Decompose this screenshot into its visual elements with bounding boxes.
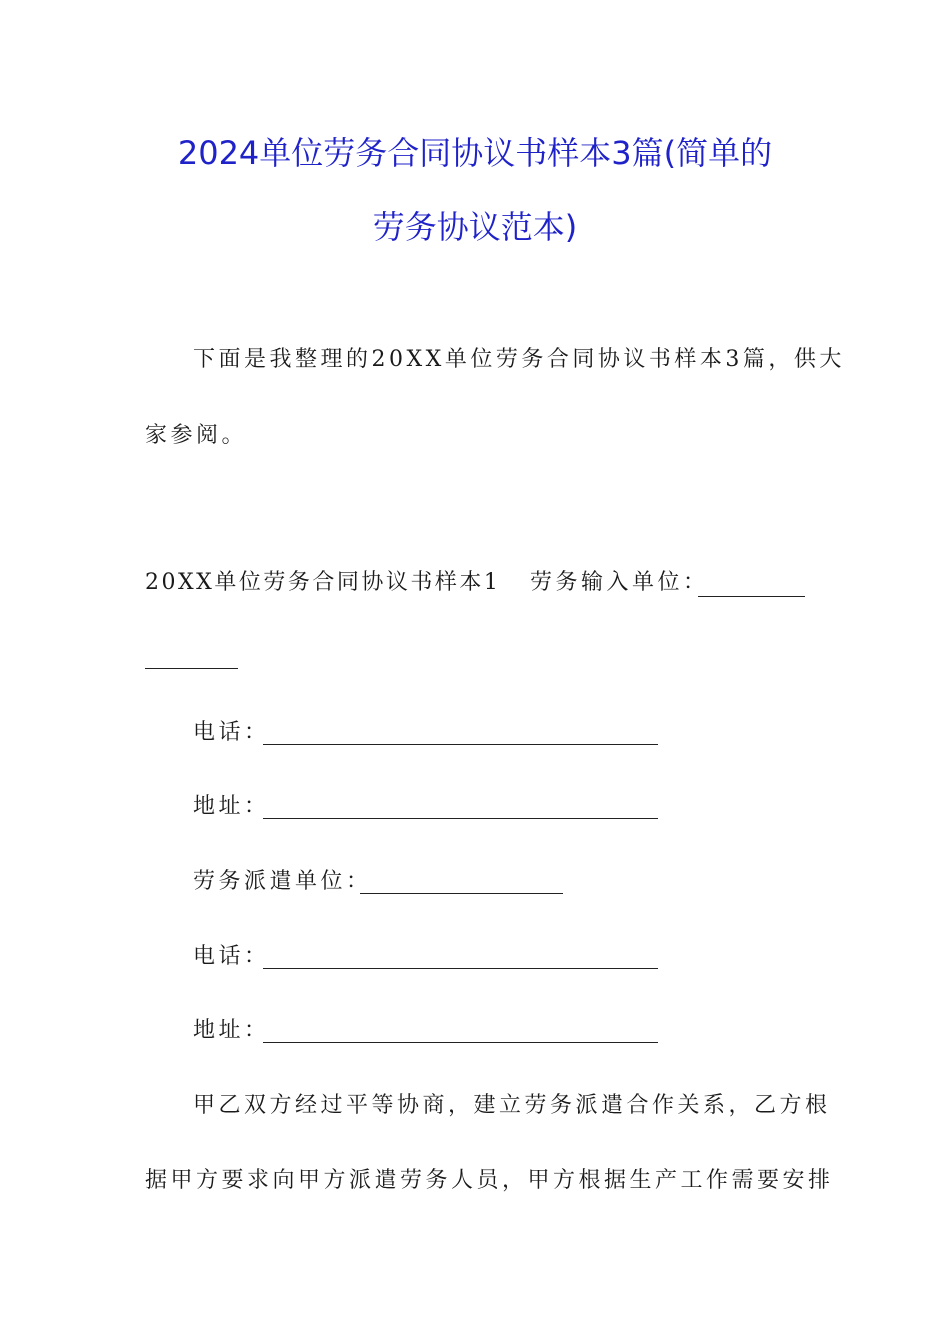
dispatch-unit-label: 劳务派遣单位： <box>193 869 372 894</box>
phone-label-2: 电话： <box>193 944 270 969</box>
phone-blank-2 <box>263 968 658 969</box>
input-unit-blank <box>698 596 805 597</box>
input-unit-label: 劳务输入单位： <box>530 570 709 595</box>
input-unit-blank-continued <box>145 668 238 669</box>
phone-label-1: 电话： <box>193 720 270 745</box>
address-blank-1 <box>263 818 658 819</box>
address-label-2: 地址： <box>193 1018 270 1043</box>
address-blank-2 <box>263 1042 658 1043</box>
sample-1-heading: 20XX单位劳务合同协议书样本1 <box>145 570 501 595</box>
document-title-line-1: 2024单位劳务合同协议书样本3篇(简单的 <box>177 134 773 172</box>
address-label-1: 地址： <box>193 794 270 819</box>
dispatch-unit-blank <box>360 893 563 894</box>
intro-paragraph-line-2: 家参阅。 <box>145 423 248 448</box>
document-title-line-2: 劳务协议范本) <box>372 208 578 246</box>
body-paragraph-line-2: 据甲方要求向甲方派遣劳务人员，甲方根据生产工作需要安排 <box>145 1168 834 1193</box>
phone-blank-1 <box>263 744 658 745</box>
body-paragraph-line-1: 甲乙双方经过平等协商，建立劳务派遣合作关系，乙方根 <box>193 1093 831 1118</box>
intro-paragraph-line-1: 下面是我整理的20XX单位劳务合同协议书样本3篇，供大 <box>193 347 845 372</box>
